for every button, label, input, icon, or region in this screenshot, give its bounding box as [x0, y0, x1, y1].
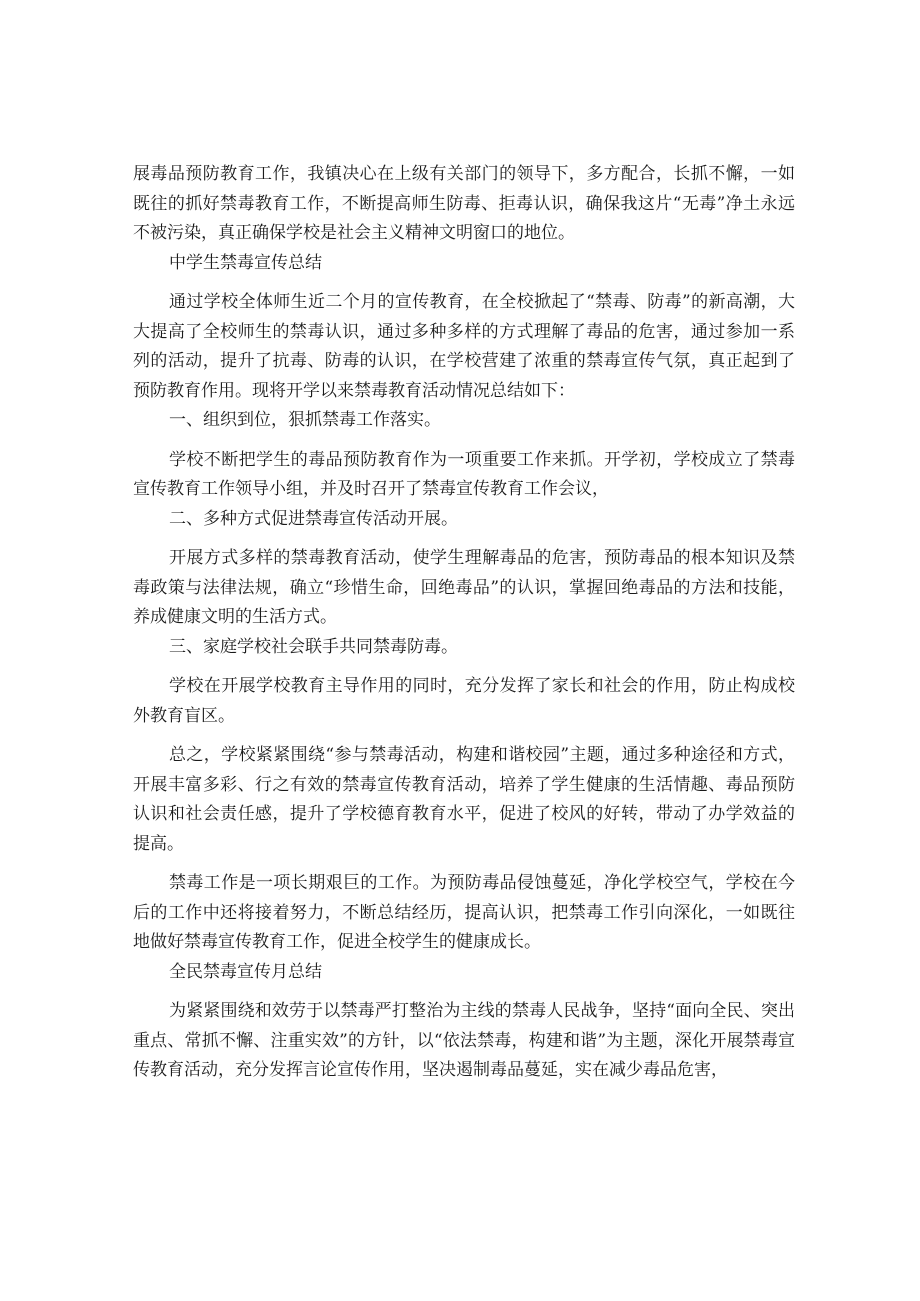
paragraph-intro: 通过学校全体师生近二个月的宣传教育，在全校掀起了“禁毒、防毒”的新高潮，大大提高了全校师生的禁毒认识，通过多种多样的方式理解了毒品的危害，通过参加一系列的活动，提升了抗毒、防毒的认识，在学校营建了浓重的禁毒宣传气氛，真正起到了预防教育作用。现将开学以来禁毒教育活动情况总结如下：	[133, 292, 795, 401]
subheading-methods: 二、多种方式促进禁毒宣传活动开展。	[169, 508, 458, 529]
document-body	[133, 160, 795, 1086]
paragraph-organization: 学校不断把学生的毒品预防教育作为一项重要工作来抓。开学初，学校成立了禁毒宣传教育工作领导小组，并及时召开了禁毒宣传教育工作会议，	[133, 449, 795, 499]
section-title-national-month-summary: 全民禁毒宣传月总结	[169, 961, 322, 982]
paragraph-continuation: 展毒品预防教育工作，我镇决心在上级有关部门的领导下，多方配合，长抓不懈，一如既往的抓好禁毒教育工作，不断提高师生防毒、拒毒认识，确保我这片“无毒”净土永远不被污染，真正确保学校是社会主义精神文明窗口的地位。	[133, 164, 795, 243]
paragraph-cooperation: 学校在开展学校教育主导作用的同时，充分发挥了家长和社会的作用，防止构成校外教育盲区。	[133, 676, 795, 726]
section-title-middle-school-summary: 中学生禁毒宣传总结	[169, 252, 322, 273]
paragraph-outlook: 禁毒工作是一项长期艰巨的工作。为预防毒品侵蚀蔓延，净化学校空气，学校在今后的工作中还将接着努力，不断总结经历，提高认识，把禁毒工作引向深化，一如既往地做好禁毒宣传教育工作，促进全校学生的健康成长。	[133, 873, 795, 952]
paragraph-methods: 开展方式多样的禁毒教育活动，使学生理解毒品的危害，预防毒品的根本知识及禁毒政策与法律法规，确立“珍惜生命，回绝毒品”的认识，掌握回绝毒品的方法和技能，养成健康文明的生活方式。	[133, 548, 795, 627]
subheading-organization: 一、组织到位，狠抓禁毒工作落实。	[169, 410, 441, 430]
paragraph-conclusion: 总之，学校紧紧围绕“参与禁毒活动，构建和谐校园”主题，通过多种途径和方式，开展丰富多彩、行之有效的禁毒宣传教育活动，培养了学生健康的生活情趣、毒品预防认识和社会责任感，提升了学校德育教育水平，促进了校风的好转，带动了办学效益的提高。	[133, 745, 795, 854]
subheading-cooperation: 三、家庭学校社会联手共同禁毒防毒。	[169, 636, 458, 657]
paragraph-national-month: 为紧紧围绕和效劳于以禁毒严打整治为主线的禁毒人民战争，坚持“面向全民、突出重点、常抓不懈、注重实效”的方针，以“依法禁毒，构建和谐”为主题，深化开展禁毒宣传教育活动，充分发挥言论宣传作用，坚决遏制毒品蔓延，实在减少毒品危害，	[133, 1001, 795, 1080]
